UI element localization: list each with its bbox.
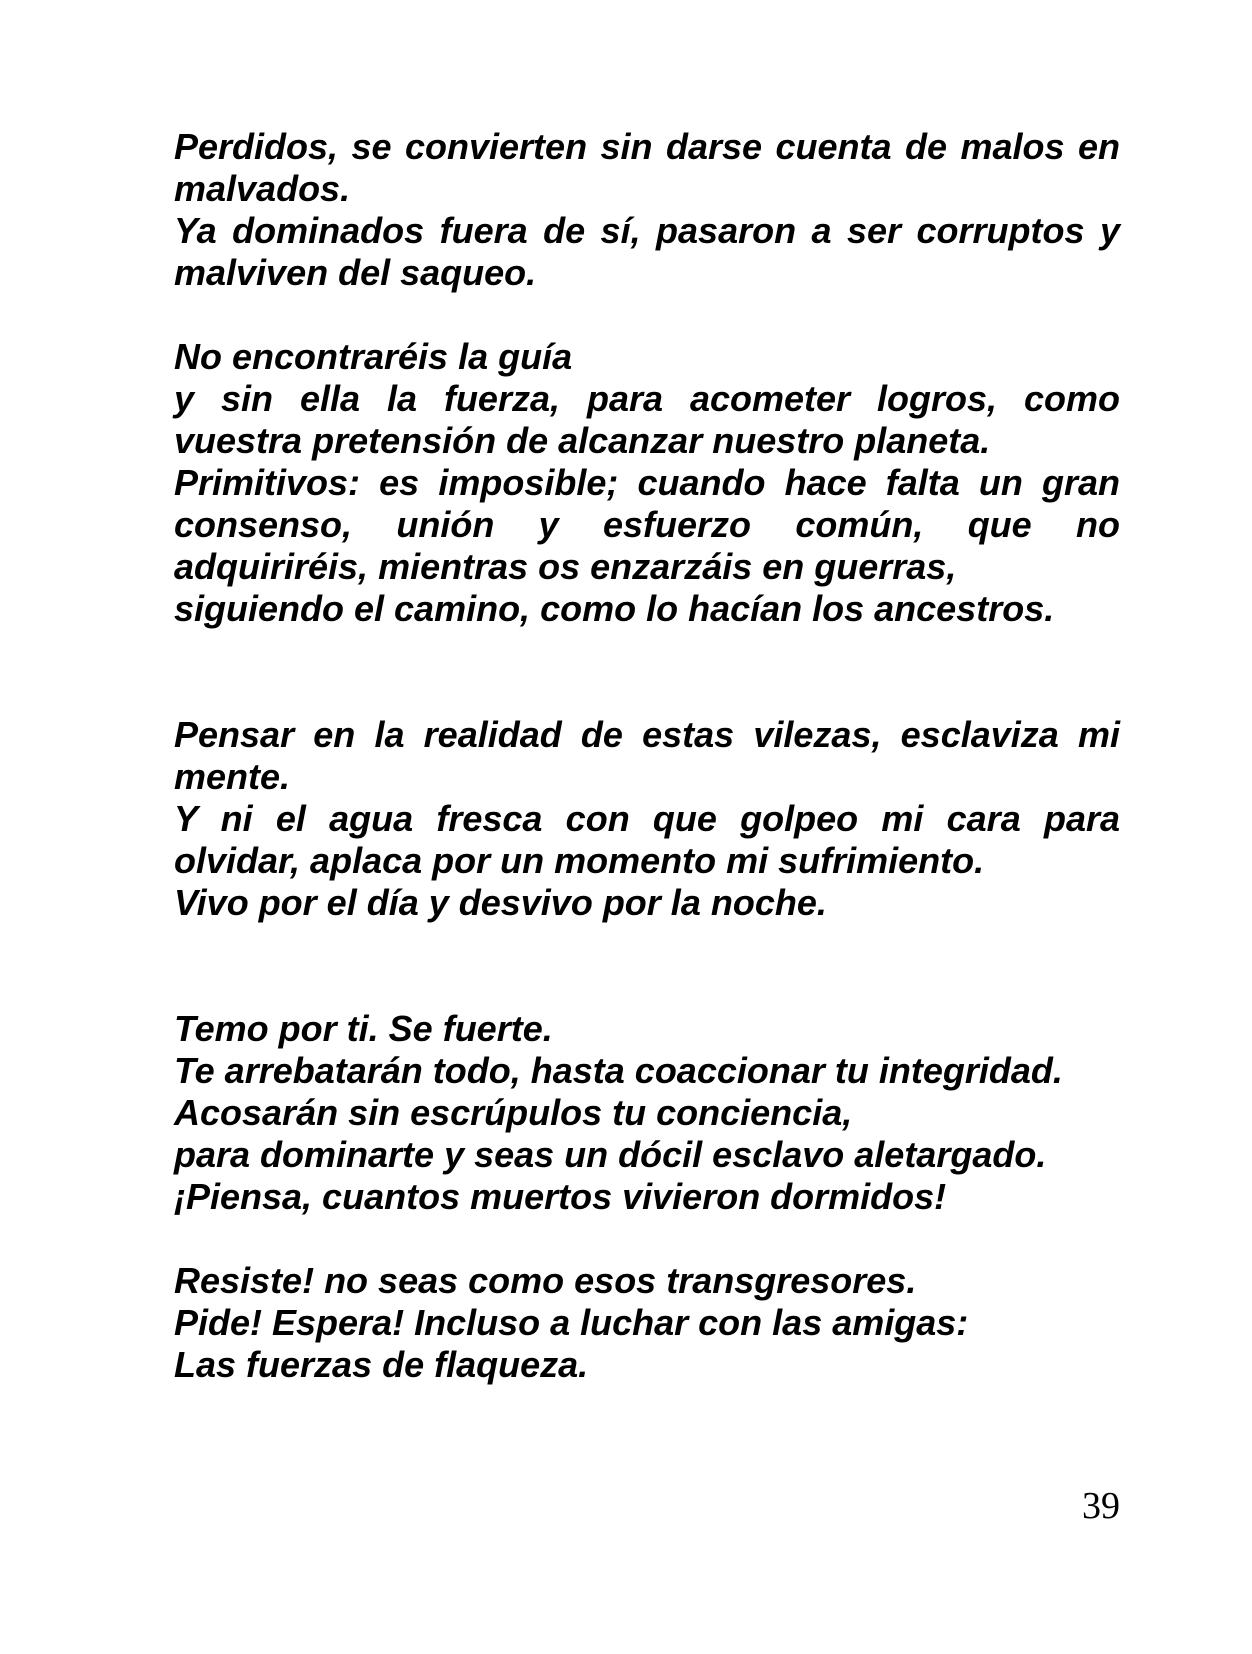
poem-line: consenso, unión y esfuerzo común, que no [174, 504, 1120, 545]
stanza-spacer [174, 630, 1120, 714]
poem-line: Pensar en la realidad de estas vilezas, esclaviza mi [174, 714, 1120, 755]
stanza-spacer [174, 294, 1120, 336]
poem-line: olvidar, aplaca por un momento mi sufrimiento. [174, 840, 985, 881]
poem-line: y sin ella la fuerza, para acometer logros, como [174, 378, 1120, 419]
stanza-spacer [174, 924, 1120, 1008]
poem-line: Ya dominados fuera de sí, pasaron a ser corruptos y [174, 210, 1120, 251]
poem-line: ¡Piensa, cuantos muertos vivieron dormidos! [174, 1176, 947, 1217]
poem-line: Te arrebatarán todo, hasta coaccionar tu integridad. [174, 1050, 1063, 1091]
stanza-spacer [174, 1218, 1120, 1260]
poem-line: Pide! Espera! Incluso a luchar con las amigas: [174, 1302, 969, 1343]
poem-text [174, 126, 1120, 1386]
poem-line: Acosarán sin escrúpulos tu conciencia, [174, 1092, 853, 1133]
poem-line: Y ni el agua fresca con que golpeo mi cara para [174, 798, 1120, 839]
poem-line: adquiriréis, mientras os enzarzáis en guerras, [174, 546, 957, 587]
poem-line: vuestra pretensión de alcanzar nuestro planeta. [174, 420, 991, 461]
poem-line: para dominarte y seas un dócil esclavo aletargado. [174, 1134, 1047, 1175]
poem-line: Resiste! no seas como esos transgresores. [174, 1260, 917, 1301]
poem-line: No encontraréis la guía [174, 336, 573, 377]
page-number: 39 [1082, 1485, 1120, 1527]
stanza-4 [174, 1008, 1120, 1218]
poem-line: Temo por ti. Se fuerte. [174, 1008, 553, 1049]
poem-line: mente. [174, 756, 291, 797]
poem-line: Vivo por el día y desvivo por la noche. [174, 882, 827, 923]
poem-line: Las fuerzas de flaqueza. [174, 1344, 589, 1385]
stanza-1 [174, 126, 1120, 294]
stanza-3 [174, 714, 1120, 924]
stanza-2 [174, 336, 1120, 630]
poem-line: Primitivos: es imposible; cuando hace falta un gran [174, 462, 1120, 503]
poem-line: Perdidos, se convierten sin darse cuenta de malos en [174, 126, 1120, 167]
stanza-5 [174, 1260, 1120, 1386]
poem-line: malvados. [174, 168, 351, 209]
poem-line: siguiendo el camino, como lo hacían los ancestros. [174, 588, 1055, 629]
poem-line: malviven del saqueo. [174, 252, 537, 293]
